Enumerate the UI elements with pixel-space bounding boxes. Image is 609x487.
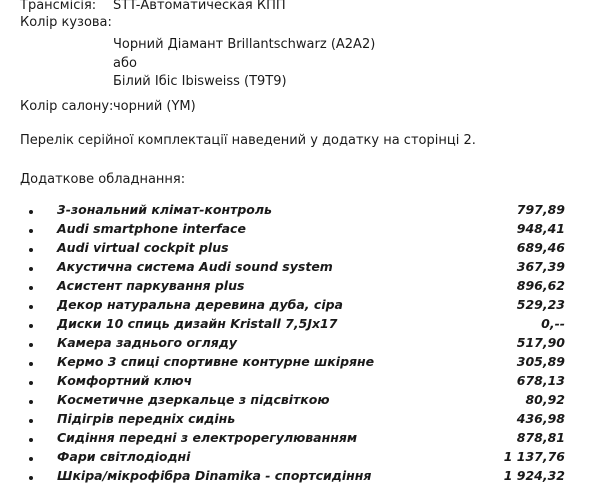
option-price: 689,46 (516, 240, 565, 255)
transmission-value: STT-Автоматическая КПП (113, 0, 286, 13)
option-price: 678,13 (516, 373, 565, 388)
option-row (0, 354, 609, 373)
option-price: 797,89 (516, 202, 565, 217)
option-name: Камера заднього огляду (57, 335, 238, 350)
body-color-option-2: Білий Ібіс Ibisweiss (T9T9) (113, 74, 287, 89)
option-row (0, 392, 609, 411)
option-row (0, 259, 609, 278)
option-row (0, 468, 609, 487)
bullet-icon (29, 362, 33, 366)
option-price: 1 924,32 (503, 468, 565, 483)
bullet-icon (29, 210, 33, 214)
option-name: Акустична система Audi sound system (57, 259, 333, 274)
body-color-or: або (113, 56, 137, 71)
bullet-icon (29, 457, 33, 461)
bullet-icon (29, 305, 33, 309)
option-row (0, 221, 609, 240)
option-row (0, 335, 609, 354)
option-price: 0,-- (541, 316, 565, 331)
option-row (0, 297, 609, 316)
transmission-label: Трансмісія: (20, 0, 97, 13)
option-name: Сидіння передні з електрорегулюванням (57, 430, 358, 445)
option-price: 367,39 (516, 259, 565, 274)
bullet-icon (29, 476, 33, 480)
option-row (0, 240, 609, 259)
serial-equipment-note: Перелік серійної комплектації наведений у додатку на сторінці 2. (20, 133, 476, 148)
option-price: 1 137,76 (503, 449, 565, 464)
option-price: 305,89 (516, 354, 565, 369)
option-price: 529,23 (516, 297, 565, 312)
options-title: Додаткове обладнання: (20, 172, 186, 187)
bullet-icon (29, 248, 33, 252)
bullet-icon (29, 229, 33, 233)
option-price: 436,98 (516, 411, 565, 426)
bullet-icon (29, 400, 33, 404)
body-color-option-1: Чорний Діамант Brillantschwarz (A2A2) (113, 37, 376, 52)
bullet-icon (29, 324, 33, 328)
option-price: 948,41 (516, 221, 565, 236)
bullet-icon (29, 438, 33, 442)
bullet-icon (29, 381, 33, 385)
option-price: 878,81 (516, 430, 565, 445)
option-price: 80,92 (525, 392, 565, 407)
option-row (0, 373, 609, 392)
bullet-icon (29, 343, 33, 347)
option-row (0, 411, 609, 430)
option-name: Шкіра/мікрофібра Dinamika - спортсидіння (57, 468, 372, 483)
option-price: 517,90 (516, 335, 565, 350)
bullet-icon (29, 267, 33, 271)
interior-label: Колір салону: (20, 99, 114, 114)
option-name: Косметичне дзеркальце з підсвіткою (57, 392, 330, 407)
option-name: Декор натуральна деревина дуба, сіра (57, 297, 343, 312)
option-row (0, 316, 609, 335)
option-row (0, 449, 609, 468)
option-row (0, 430, 609, 449)
option-row (0, 202, 609, 221)
option-row (0, 278, 609, 297)
option-name: Audi smartphone interface (57, 221, 246, 236)
body-color-label: Колір кузова: (20, 15, 112, 30)
bullet-icon (29, 419, 33, 423)
option-name: Кермо 3 спиці спортивне контурне шкіряне (57, 354, 375, 369)
option-name: Підігрів передніх сидінь (57, 411, 236, 426)
option-price: 896,62 (516, 278, 565, 293)
option-name: Асистент паркування plus (57, 278, 245, 293)
interior-value: чорний (YM) (113, 99, 196, 114)
option-name: Фари світлодіодні (57, 449, 191, 464)
option-name: Комфортний ключ (57, 373, 193, 388)
option-name: Диски 10 спиць дизайн Kristall 7,5Jx17 (57, 316, 338, 331)
bullet-icon (29, 286, 33, 290)
option-name: 3-зональний клімат-контроль (57, 202, 272, 217)
option-name: Audi virtual cockpit plus (57, 240, 229, 255)
